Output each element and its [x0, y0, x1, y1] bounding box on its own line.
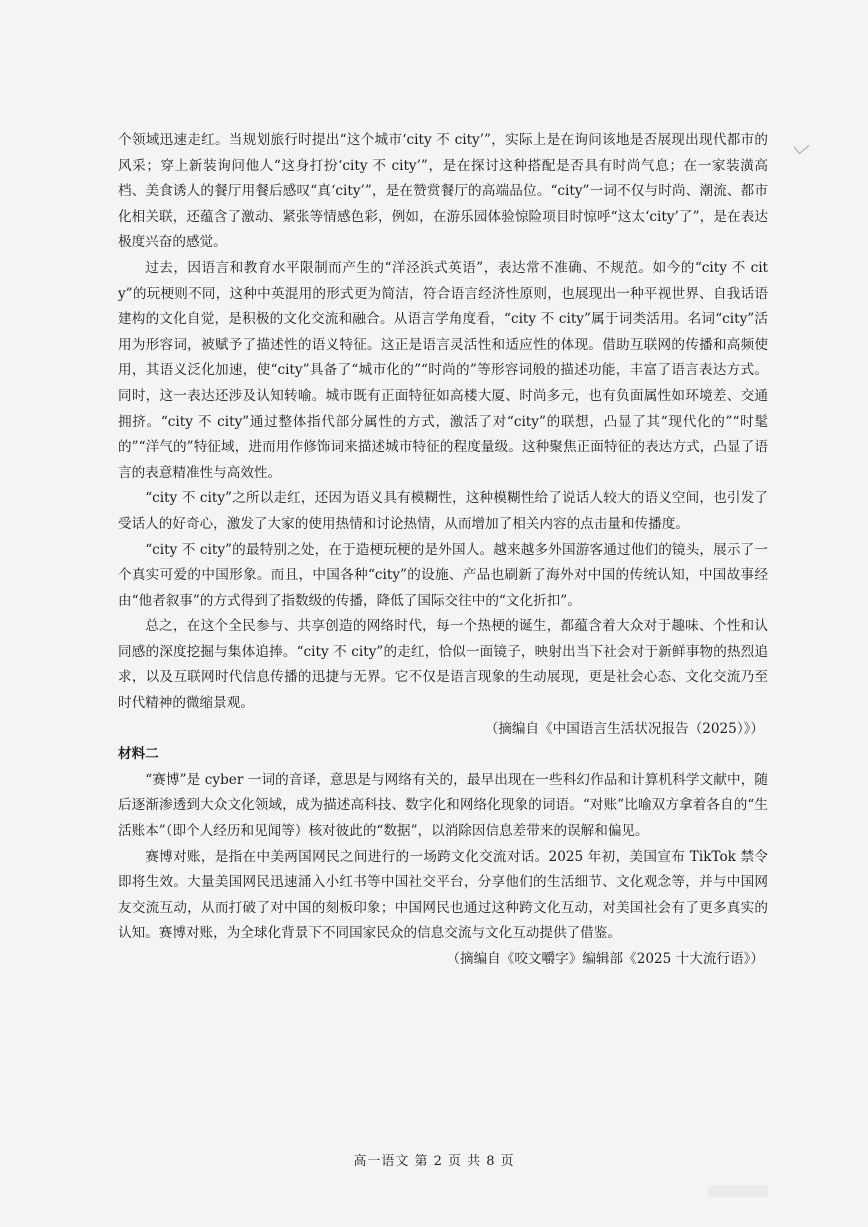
material2-source: （摘编自《咬文嚼字》编辑部《2025 十大流行语》）	[446, 951, 764, 967]
material1-source: （摘编自《中国语言生活状况报告（2025）》）	[484, 720, 764, 737]
material2-paragraph-1: “赛博”是 cyber 一词的音译，意思是与网络有关的，最早出现在一些科幻作品和计算机科学文献中，随后逐渐渗透到大众文化领域，成为描述高科技、数字化和网络化现象的词语。“对账”比喻双方拿着各自的“生活账本”（即个人经历和见闻等）核对彼此的“数据”，以消除因信息差带来的误解和偏见。	[118, 771, 768, 840]
material2-paragraph-2: 赛博对账，是指在中美两国网民之间进行的一场跨文化交流对话。2025 年初，美国宣布 TikTok 禁令即将生效。大量美国网民迅速涌入小红书等中国社交平台，分享他们的生活细节、文化观念等，并与中国网友交流互动，从而打破了对中国的刻板印象；中国网民也通过这种跨文化互动，对美国社会有了更多真实的认知。赛博对账，为全球化背景下不同国家民众的信息交流与文化互动提供了借鉴。	[118, 848, 768, 942]
material1-paragraph-5: 总之，在这个全民参与、共享创造的网络时代，每一个热梗的诞生，都蕴含着大众对于趣味、个性和认同感的深度挖掘与集体追捧。“city 不 city”的走红，恰似一面镜子，映射出当下社会对于新鲜事物的热烈追求，以及互联网时代信息传播的迅捷与无界。它不仅是语言现象的生动展现，更是社会心态、文化交流乃至时代精神的微缩景观。	[118, 618, 768, 712]
material-one-section	[118, 128, 768, 742]
page-footer: 高一语文 第 2 页 共 8 页	[353, 1154, 515, 1169]
material1-paragraph-1: 个领域迅速走红。当规划旅行时提出“这个城市‘city 不 city’”，实际上是在询问该地是否展现出现代都市的风采；穿上新装询问他人“这身打扮‘city 不 city’”，是在探讨这种搭配是否具有时尚气息；在一家装潢高档、美食诱人的餐厅用餐后感叹“真‘city’”，是在赞赏餐厅的高端品位。“city”一词不仅与时尚、潮流、都市化相关联，还蕴含了激动、紧张等情感色彩，例如，在游乐园体验惊险项目时惊呼“这太‘city’了”，是在表达极度兴奋的感觉。	[118, 132, 768, 251]
material1-paragraph-4: “city 不 city”的最特别之处，在于造梗玩梗的是外国人。越来越多外国游客通过他们的镜头，展示了一个真实可爱的中国形象。而且，中国各种“city”的设施、产品也刷新了海外对中国的传统认知，中国故事经由“他者叙事”的方式得到了指数级的传播，降低了国际交往中的“文化折扣”。	[118, 541, 768, 609]
pencil-mark-icon	[794, 139, 810, 154]
material2-heading: 材料二	[118, 746, 159, 763]
material-two-section	[118, 742, 768, 972]
material1-paragraph-2: 过去，因语言和教育水平限制而产生的“洋泾浜式英语”，表达常不准确、不规范。如今的“city 不 city”的玩梗则不同，这种中英混用的形式更为简洁，符合语言经济性原则，也展现出一种平视世界、自我话语建构的文化自觉，是积极的文化交流和融合。从语言学角度看，“city 不 city”属于词类活用。名词“city”活用为形容词，被赋予了描述性的语义特征。这正是语言灵活性和适应性的体现。借助互联网的传播和高频使用，其语义泛化加速，使“city”具备了“城市化的”“时尚的”等形容词般的描述功能，丰富了语言表达方式。同时，这一表达还涉及认知转喻。城市既有正面特征如高楼大厦、时尚多元，也有负面属性如环境差、交通拥挤。“city 不 city”通过整体指代部分属性的方式，激活了对“city”的联想，凸显了其“现代化的”“时髦的”“洋气的”特征域，进而用作修饰词来描述城市特征的程度量级。这种聚焦正面特征的表达方式，凸显了语言的表意精准性与高效性。	[118, 259, 768, 481]
watermark-icon	[708, 1185, 768, 1197]
material1-paragraph-3: “city 不 city”之所以走红，还因为语义具有模糊性，这种模糊性给了说话人较大的语义空间，也引发了受话人的好奇心，激发了大家的使用热情和讨论热情，从而增加了相关内容的点击量和传播度。	[118, 490, 768, 532]
